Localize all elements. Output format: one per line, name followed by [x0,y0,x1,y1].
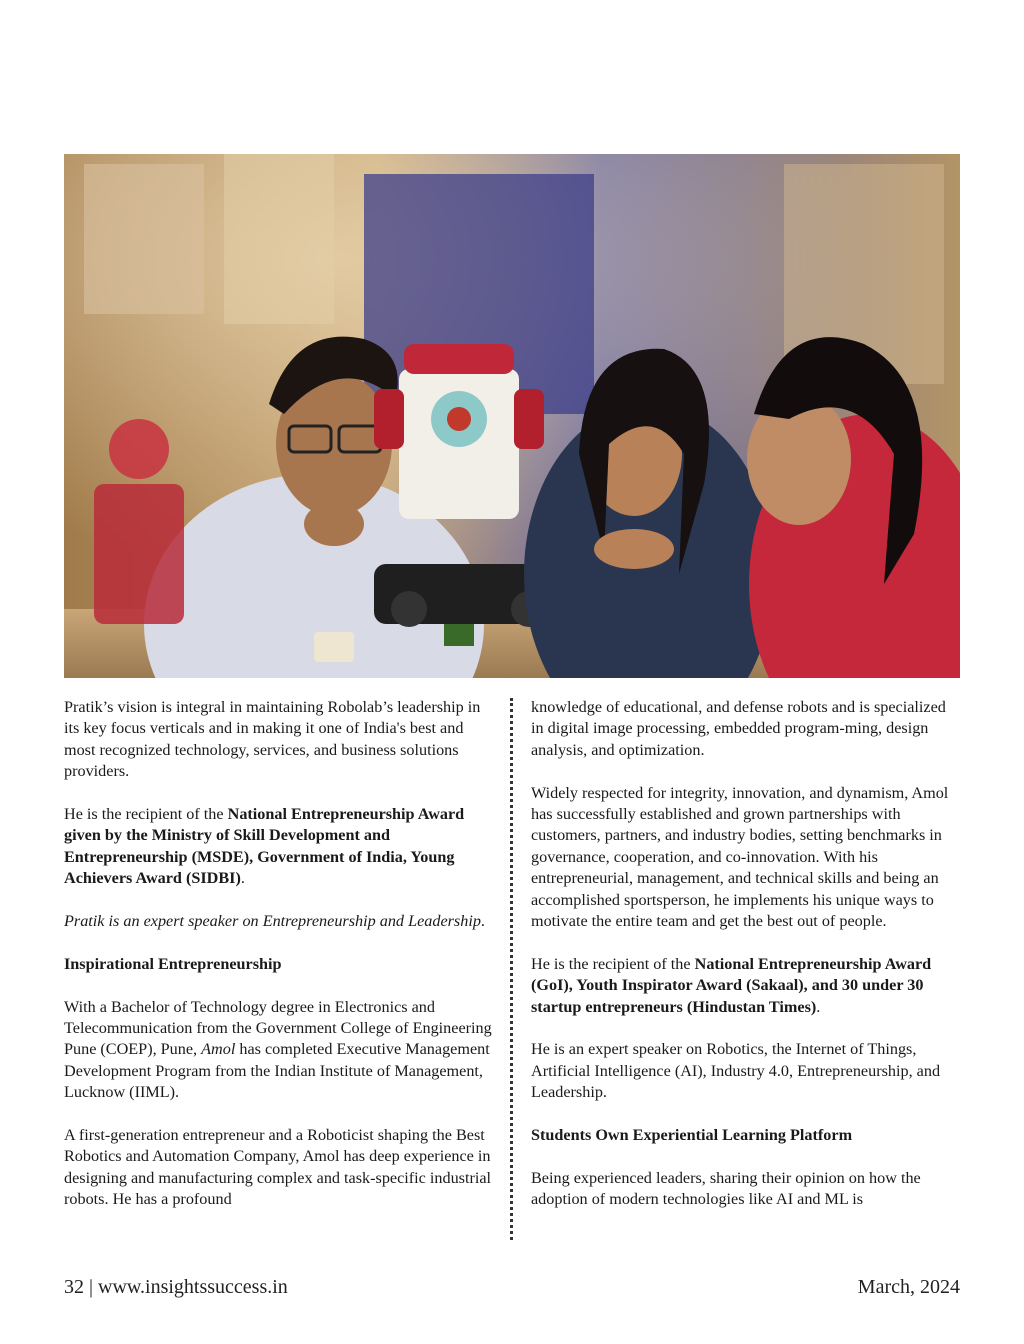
text-span: has completed Executive Management Development Program from the Indian Institute of Management, Lucknow (IIML). [64,1040,490,1102]
column-divider [510,698,513,1240]
paragraph: Widely respected for integrity, innovation, and dynamism, Amol has successfully established and grown partnerships with customers, partners, and industry bodies, setting benchmarks in governance, cooperation, and co-innovation. With his entrepreneurial, management, and technical skills and being an accomplished sportsperson, he implements his unique ways to motivate the entire team and get the best out of people. [531,783,949,931]
article-photo [64,154,960,678]
paragraph-speaker [64,911,492,932]
award-bold-text: National Entrepreneurship Award (GoI), Youth Inspirator Award (Sakaal), and 30 under 30 startup entrepreneurs (Hindustan Times) [531,954,932,1016]
paragraph-award [531,954,961,1018]
speaker-italic-text: Pratik is an expert speaker on Entrepreneurship and Leadership [64,912,481,931]
left-column [64,697,492,1211]
name-italic-text: Amol [201,1040,236,1059]
footer-page-info: 32 | www.insightssuccess.in [64,1276,288,1298]
text-span: He is the recipient of the [531,954,695,973]
section-heading: Inspirational Entrepreneurship [64,954,282,973]
text-span: With a Bachelor of Technology degree in Electronics and Telecommunication from the Government College of Engineering Pune (COEP), Pune, [64,997,492,1059]
paragraph: knowledge of educational, and defense robots and is specialized in digital image processing, embedded program-ming, design analysis, and optimization. [531,698,946,759]
footer-date: March, 2024 [857,1276,960,1298]
paragraph-award [64,804,492,890]
paragraph: Pratik’s vision is integral in maintaining Robolab’s leadership in its key focus verticals and in making it one of India's best and most recognized technology, services, and business solutions providers. [64,698,481,781]
text-span: . [480,912,485,931]
text-span: . [240,869,245,888]
paragraph: He is an expert speaker on Robotics, the Internet of Things, Artificial Intelligence (AI), Industry 4.0, Entrepreneurship, and Leadership. [531,1040,941,1102]
right-column [531,697,961,1211]
paragraph: A first-generation entrepreneur and a Roboticist shaping the Best Robotics and Automation Company, Amol has deep experience in designing and manufacturing complex and task-specific industrial robots. He has a profound [64,1126,492,1209]
paragraph-education [64,997,492,1104]
photo-students-with-robot [64,154,960,678]
section-heading: Students Own Experiential Learning Platform [531,1126,853,1145]
text-span: . [816,997,821,1016]
paragraph: Being experienced leaders, sharing their opinion on how the adoption of modern technologies like AI and ML is [531,1168,921,1209]
text-span: He is the recipient of the [64,805,228,824]
award-bold-text: National Entrepreneurship Award given by the Ministry of Skill Development and Entrepreneurship (MSDE), Government of India, Young Achievers Award (SIDBI) [64,805,465,888]
